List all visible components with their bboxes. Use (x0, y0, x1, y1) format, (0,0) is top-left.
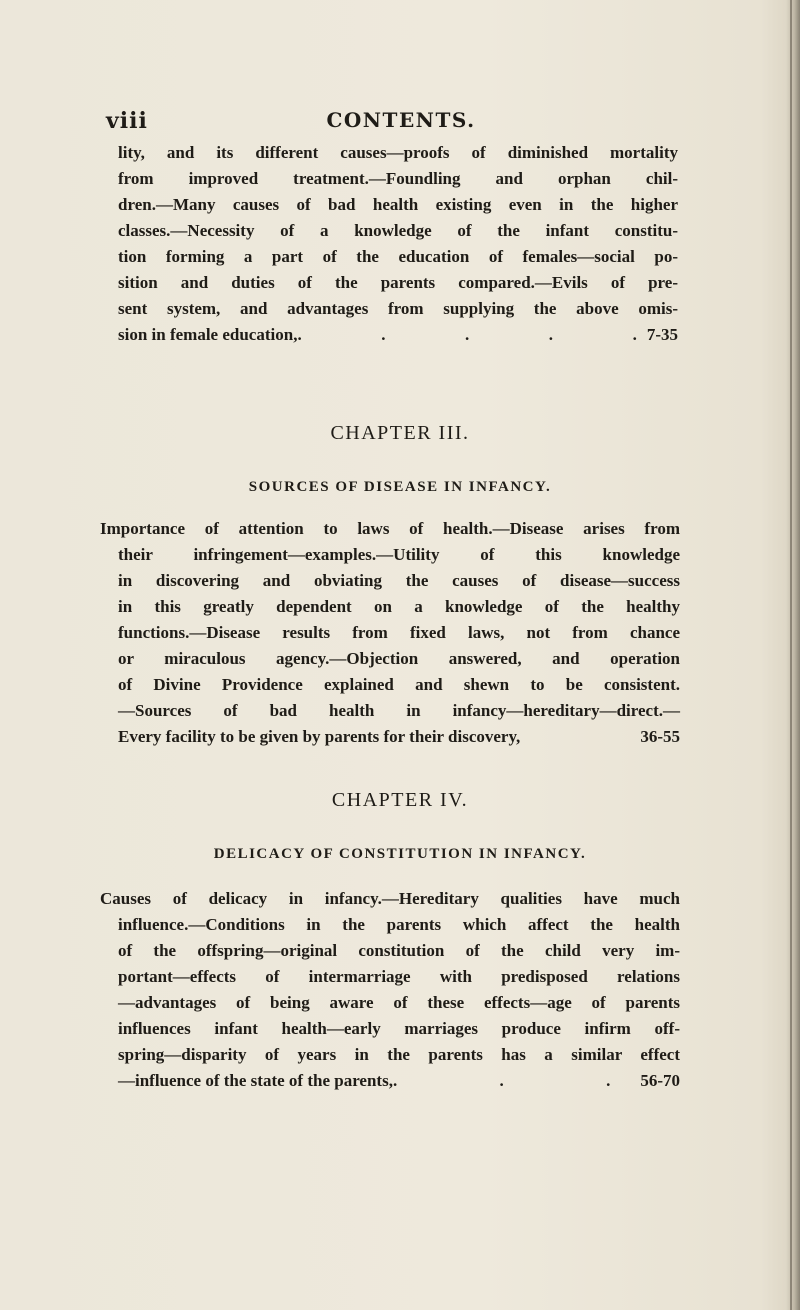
entry-last-line (100, 1068, 680, 1094)
page-range: 7-35 (646, 325, 678, 344)
text-line: Importance of attention to laws of health.—Disease arises from (100, 519, 680, 538)
page-edge-shadow (786, 0, 800, 1310)
text-line: —Sources of bad health in infancy—hereditary—direct.— (118, 701, 680, 720)
running-head: CONTENTS. (326, 108, 476, 132)
chapter-heading: CHAPTER III. (330, 422, 470, 444)
chapter-subtitle: DELICACY OF CONSTITUTION IN INFANCY. (213, 846, 587, 862)
entry-last-line (118, 322, 678, 348)
text-line: of the offspring—original constitution of the child very im- (118, 941, 680, 960)
text-line: tion forming a part of the education of females—social po- (118, 247, 678, 266)
chapter4-contents-entry (100, 886, 680, 1094)
entry-last-line (100, 724, 680, 750)
text-line: or miraculous agency.—Objection answered, and operation (118, 649, 680, 668)
chapter-subtitle: SOURCES OF DISEASE IN INFANCY. (248, 479, 552, 495)
text-line: sent system, and advantages from supplying the above omis- (118, 299, 678, 318)
leader-dots: . . . . . (297, 325, 647, 344)
page-number: viii (106, 108, 148, 134)
text-line: influence.—Conditions in the parents which affect the health (118, 915, 680, 934)
entry-text: —influence of the state of the parents, (118, 1071, 393, 1090)
text-line: influences infant health—early marriages produce infirm off- (118, 1019, 680, 1038)
text-line: Causes of delicacy in infancy.—Hereditary qualities have much (100, 889, 680, 908)
page-range: 36-55 (640, 727, 680, 746)
text-line: of Divine Providence explained and shewn to be consistent. (118, 675, 680, 694)
entry-text: Every facility to be given by parents for their discovery, (118, 727, 521, 746)
text-line: from improved treatment.—Foundling and orphan chil- (118, 169, 678, 188)
text-line: dren.—Many causes of bad health existing even in the higher (118, 195, 678, 214)
text-line: their infringement—examples.—Utility of this knowledge (118, 545, 680, 564)
text-line: lity, and its different causes—proofs of diminished mortality (118, 143, 678, 162)
chapter-heading: CHAPTER IV. (331, 789, 469, 811)
text-line: sition and duties of the parents compared.—Evils of pre- (118, 273, 678, 292)
page-range: 56-70 (640, 1071, 680, 1090)
text-line: functions.—Disease results from fixed laws, not from chance (118, 623, 680, 642)
chapter3-contents-entry (100, 516, 680, 750)
page-header (106, 108, 696, 138)
page-edge-line (790, 0, 792, 1310)
text-line: portant—effects of intermarriage with predisposed relations (118, 967, 680, 986)
text-line: classes.—Necessity of a knowledge of the infant constitu- (118, 221, 678, 240)
text-line: spring—disparity of years in the parents has a similar effect (118, 1045, 680, 1064)
text-line: in this greatly dependent on a knowledge of the healthy (118, 597, 680, 616)
chapter2-contents-entry (118, 140, 678, 348)
leader-dots: . . . (392, 1071, 621, 1090)
text-line: —advantages of being aware of these effects—age of parents (118, 993, 680, 1012)
text-line: in discovering and obviating the causes of disease—success (118, 571, 680, 590)
entry-text: sion in female education, (118, 325, 298, 344)
